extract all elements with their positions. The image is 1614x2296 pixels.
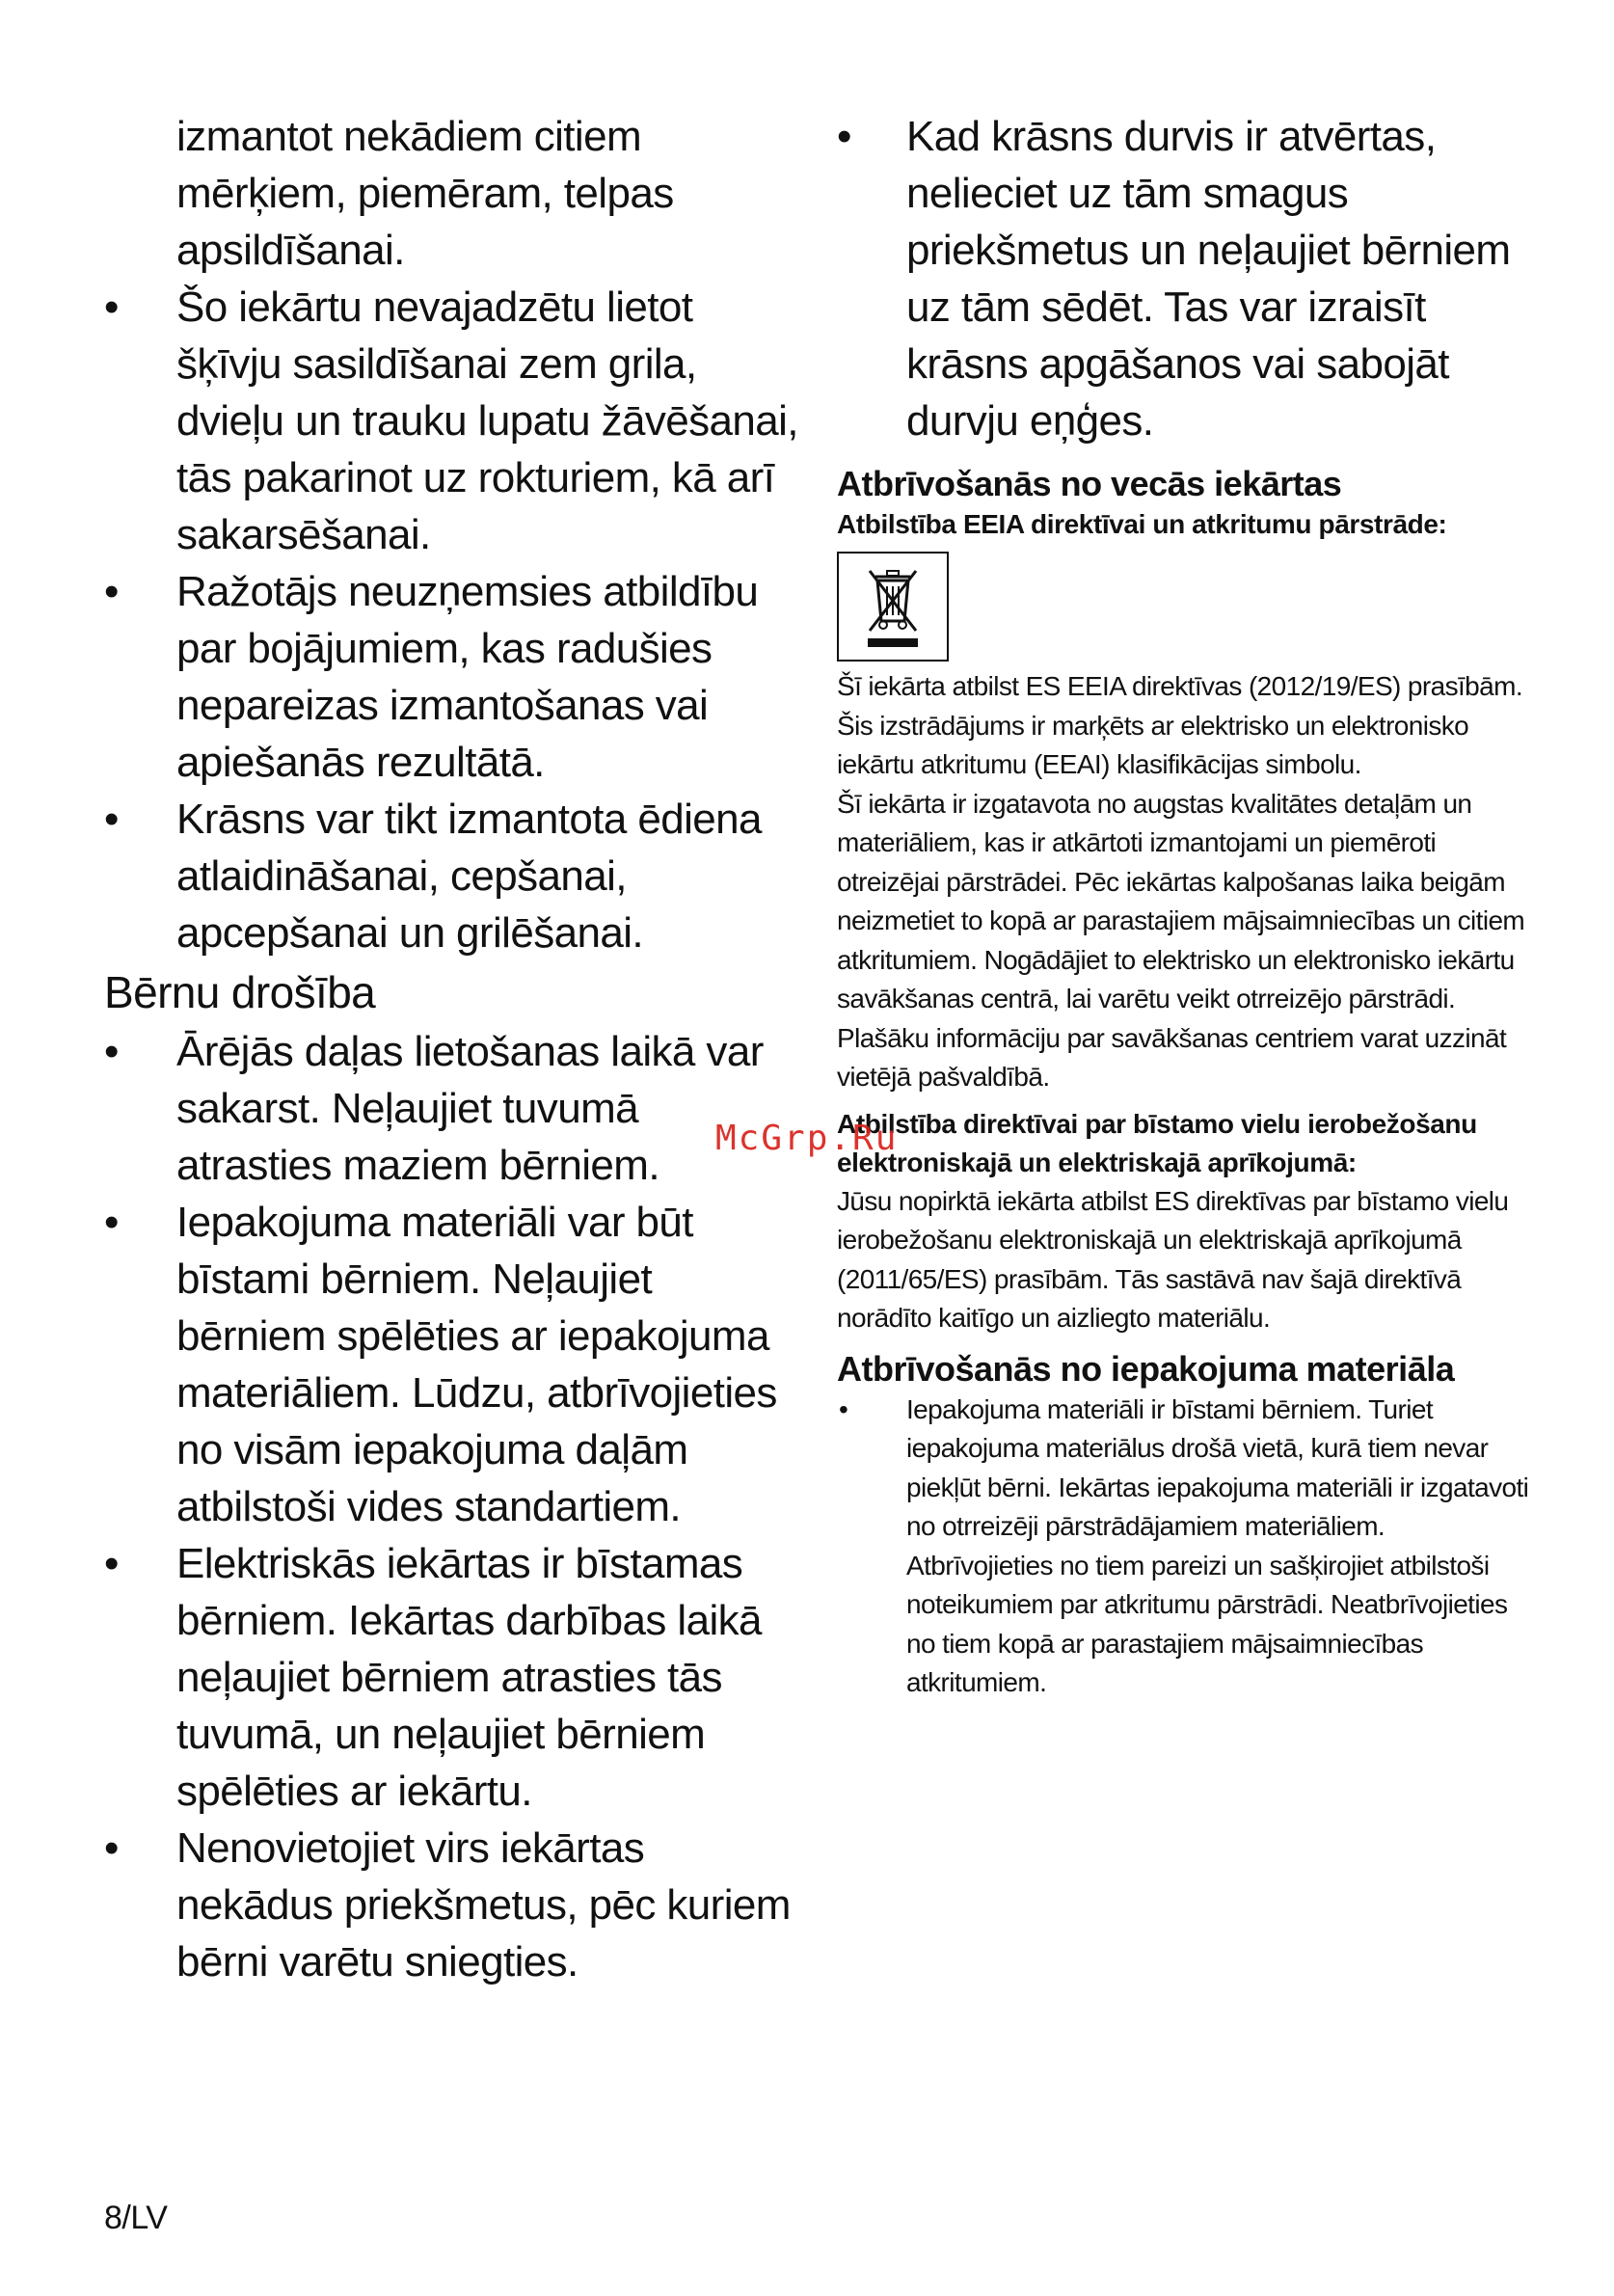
child-safety-heading: Bērnu drošība	[104, 967, 376, 1017]
bullet-icon: •	[104, 284, 119, 331]
bullet-icon: •	[837, 113, 851, 160]
weee-paragraph-1: Šī iekārta atbilst ES EEIA direktīvas (2012/19/ES) prasībām. Šis izstrādājums ir marķēts ar elektrisko un elektronisko iekārtu atkritumu (EEAI) klasifikācijas simbolu.	[837, 671, 1523, 779]
weee-paragraph-2: Šī iekārta ir izgatavota no augstas kvalitātes detaļām un materiāliem, kas ir atkārtoti izmantojami un piemēroti otreizējai pārstrādei. Pēc iekārtas kalpošanas laika beigām neizmetiet to kopā ar parastajiem mājsaimniecības un citiem atkritumiem. Nogādājiet to elektrisko un elektronisko iekārtu savākšanas centrā, lai varētu veikt otrreizējo pārstrādi. Plašāku informāciju par savākšanas centriem varat uzzināt vietējā pašvaldībā.	[837, 788, 1525, 1092]
list-item-text: Ārējās daļas lietošanas laikā var sakarst. Neļaujiet tuvumā atrasties maziem bērniem.	[176, 1028, 764, 1189]
list-item-text: Iepakojuma materiāli var būt bīstami bērniem. Neļaujiet bērniem spēlēties ar iepakojuma materiāliem. Lūdzu, atbrīvojieties no visām iepakojuma daļām atbilstoši vides standartiem.	[176, 1199, 777, 1530]
list-item	[104, 279, 798, 563]
list-item-text: Elektriskās iekārtas ir bīstamas bērniem. Iekārtas darbības laikā neļaujiet bērniem atrasties tās tuvumā, un neļaujiet bērniem spēlēties ar iekārtu.	[176, 1540, 762, 1815]
list-item	[837, 1391, 1531, 1703]
rohs-paragraph: Jūsu nopirktā iekārta atbilst ES direktīvas par bīstamo vielu ierobežošanu elektroniskajā un elektriskajā aprīkojumā (2011/65/ES) prasībām. Tās sastāvā nav šajā direktīvā norādīto kaitīgo un aizliegto materiālu.	[837, 1185, 1509, 1333]
bullet-icon: •	[104, 796, 119, 843]
right-column	[837, 108, 1531, 1703]
list-item	[837, 108, 1531, 449]
bullet-icon: •	[104, 1824, 119, 1872]
list-item-text: Nenovietojiet virs iekārtas nekādus priekšmetus, pēc kuriem bērni varētu sniegties.	[176, 1824, 791, 1985]
list-item	[104, 1194, 798, 1535]
list-item	[104, 791, 798, 961]
bullet-icon: •	[104, 1540, 119, 1587]
list-item-text: Iepakojuma materiāli ir bīstami bērniem. Turiet iepakojuma materiālus drošā vietā, kurā tiem nevar piekļūt bērni. Iekārtas iepakojuma materiāli ir izgatavoti no otrreizēji pārstrādājamiem materiāliem. Atbrīvojieties no tiem pareizi un sašķirojiet atbilstoši noteikumiem par atkritumu pārstrādi. Neatbrīvojieties no tiem kopā ar parastajiem mājsaimniecības atkritumiem.	[906, 1393, 1529, 1697]
rohs-subheading: Atbilstība direktīvai par bīstamo vielu ierobežošanu elektroniskajā un elektriskajā aprīkojumā:	[837, 1108, 1477, 1177]
list-item	[104, 1820, 798, 1990]
watermark: McGrp.Ru	[715, 1119, 899, 1158]
weee-subheading: Atbilstība EEIA direktīvai un atkritumu pārstrāde:	[837, 509, 1447, 539]
bullet-icon: •	[839, 1393, 848, 1424]
list-item-text: Šo iekārtu nevajadzētu lietot šķīvju sasildīšanai zem grila, dvieļu un trauku lupatu žāvēšanai, tās pakarinot uz rokturiem, kā arī sakarsēšanai.	[176, 284, 798, 558]
page-number: 8/LV	[104, 2200, 168, 2236]
list-item-text: Kad krāsns durvis ir atvērtas, nelieciet uz tām smagus priekšmetus un neļaujiet bērniem uz tām sēdēt. Tas var izraisīt krāsns apgāšanos vai sabojāt durvju eņģes.	[906, 113, 1511, 445]
packaging-heading: Atbrīvošanās no iepakojuma materiāla	[837, 1348, 1455, 1389]
bullet-icon: •	[104, 1199, 119, 1246]
bullet-icon: •	[104, 568, 119, 615]
disposal-heading: Atbrīvošanās no vecās iekārtas	[837, 464, 1342, 503]
crossed-out-wheelie-bin-icon	[837, 552, 949, 662]
list-item	[104, 1023, 798, 1194]
left-column	[104, 108, 798, 1990]
list-item-text: Ražotājs neuzņemsies atbildību par bojājumiem, kas radušies nepareizas izmantošanas vai apiešanās rezultātā.	[176, 568, 759, 786]
list-item-text: Krāsns var tikt izmantota ēdiena atlaidināšanai, cepšanai, apcepšanai un grilēšanai.	[176, 796, 762, 957]
list-item	[104, 563, 798, 791]
bullet-icon: •	[104, 1028, 119, 1075]
continued-paragraph: izmantot nekādiem citiem mērķiem, piemēram, telpas apsildīšanai.	[176, 113, 674, 274]
list-item	[104, 1535, 798, 1820]
